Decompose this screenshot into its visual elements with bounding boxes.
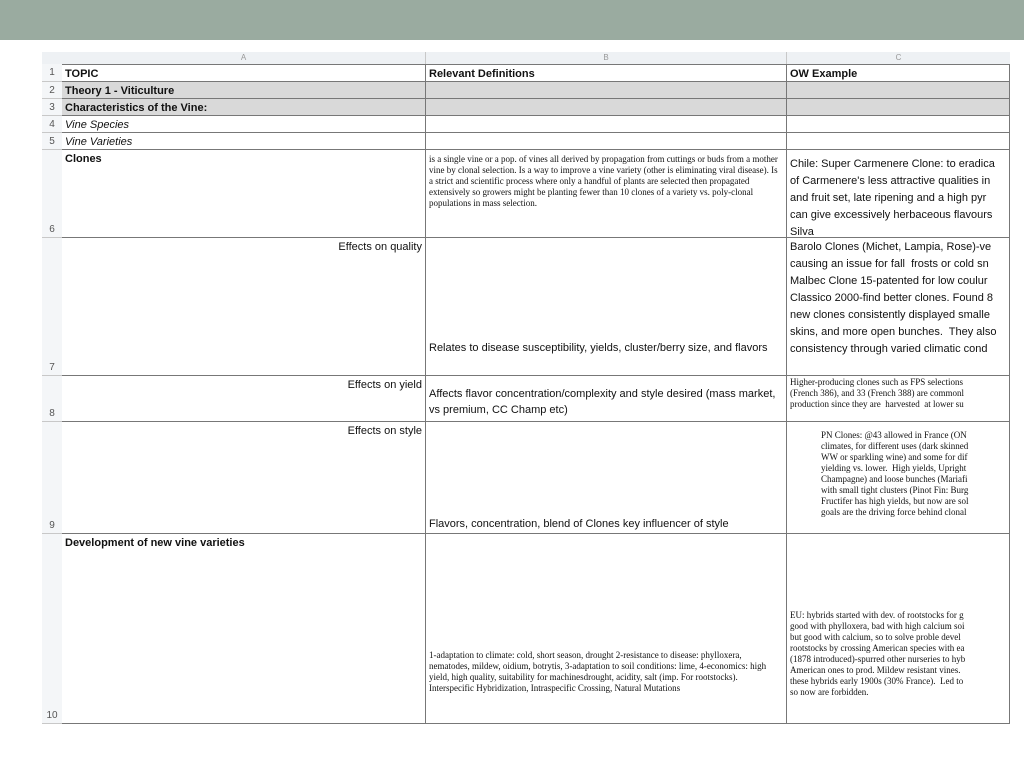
- cell-definitions-header[interactable]: Relevant Definitions: [426, 64, 787, 82]
- row-number[interactable]: 7: [42, 238, 62, 376]
- cell-empty[interactable]: [426, 116, 787, 133]
- cell-empty[interactable]: [426, 82, 787, 99]
- cell-section-title[interactable]: Theory 1 - Viticulture: [62, 82, 426, 99]
- cell-definition[interactable]: 1-adaptation to climate: cold, short season, drought 2-resistance to disease: phylloxera, nematodes, mildew, oidium, botrytis, 3-adaptation to soil conditions: lime, 4-economics: high yield, high quality, suitability for machinesdrought, acidity, salt (imp. For rootstocks). Interspecific Hybridization, Intraspecific Crossing, Natural Mutations: [426, 534, 787, 724]
- cell-subtopic[interactable]: Effects on style: [62, 422, 426, 534]
- cell-empty[interactable]: [787, 82, 1010, 99]
- cell-definition[interactable]: Affects flavor concentration/complexity and style desired (mass market, vs premium, CC Champ etc): [426, 376, 787, 422]
- cell-definition[interactable]: Flavors, concentration, blend of Clones key influencer of style: [426, 422, 787, 534]
- cell-empty[interactable]: [787, 116, 1010, 133]
- row-number[interactable]: 10: [42, 534, 62, 724]
- cell-definition[interactable]: Relates to disease susceptibility, yields, cluster/berry size, and flavors: [426, 238, 787, 376]
- row-number[interactable]: 4: [42, 116, 62, 133]
- slide-top-band: [0, 0, 1024, 40]
- row-number[interactable]: 3: [42, 99, 62, 116]
- row-number[interactable]: 6: [42, 150, 62, 238]
- column-header-a[interactable]: A: [62, 52, 426, 65]
- cell-subtopic[interactable]: Effects on quality: [62, 238, 426, 376]
- cell-example[interactable]: Barolo Clones (Michet, Lampia, Rose)-ve causing an issue for fall frosts or cold sn Malbec Clone 15-patented for low coulur Classico 2000-find better clones. Found 8 new clones consistently displayed smalle skins, and more open bunches. They also consistency through varied climatic cond: [787, 238, 1010, 376]
- cell-example[interactable]: PN Clones: @43 allowed in France (ON climates, for different uses (dark skinned WW or sparkling wine) and some for dif yielding vs. lower. High yields, Upright Champagne) and loose bunches (Mariafi with small tight clusters (Pinot Fin: Burg Fructifer has high yields, but now are sol goals are the driving force behind clonal: [787, 422, 1010, 534]
- cell-topic[interactable]: Development of new vine varieties: [62, 534, 426, 724]
- row-number[interactable]: 2: [42, 82, 62, 99]
- cell-topic[interactable]: Vine Varieties: [62, 133, 426, 150]
- cell-definition[interactable]: is a single vine or a pop. of vines all derived by propagation from cuttings or buds from a mother vine by clonal selection. Is a way to improve a vine variety (other is eliminating viral disease). Is a strict and scientific process where only a handful of plants are selected then propagated extensively so growers might be planting fewer than 10 clones of a variety vs. poly-clonal populations in mass selection.: [426, 150, 787, 238]
- cell-example[interactable]: EU: hybrids started with dev. of rootstocks for g good with phylloxera, bad with high calcium soi but good with calcium, so to solve proble devel rootstocks by crossing American species with ea (1878 introduced)-spurred other nurseries to hyb American ones to prod. Mildew resistant vines. these hybrids early 1900s (30% France). Led to so now are forbidden.: [787, 534, 1010, 724]
- row-number[interactable]: 9: [42, 422, 62, 534]
- column-header-b[interactable]: B: [426, 52, 787, 65]
- column-header-c[interactable]: C: [787, 52, 1010, 65]
- cell-topic[interactable]: Vine Species: [62, 116, 426, 133]
- cell-empty[interactable]: [787, 99, 1010, 116]
- row-number[interactable]: 1: [42, 64, 62, 82]
- cell-subtopic[interactable]: Effects on yield: [62, 376, 426, 422]
- cell-subsection-title[interactable]: Characteristics of the Vine:: [62, 99, 426, 116]
- cell-example-header[interactable]: OW Example: [787, 64, 1010, 82]
- cell-empty[interactable]: [787, 133, 1010, 150]
- cell-empty[interactable]: [426, 99, 787, 116]
- cell-topic-header[interactable]: TOPIC: [62, 64, 426, 82]
- cell-empty[interactable]: [426, 133, 787, 150]
- cell-example[interactable]: Chile: Super Carmenere Clone: to eradica of Carmenere's less attractive qualities in and fruit set, late ripening and a high pyr can give excessively herbaceous flavours Silva: [787, 150, 1010, 238]
- spreadsheet: [42, 52, 1010, 728]
- row-number[interactable]: 8: [42, 376, 62, 422]
- cell-example[interactable]: Higher-producing clones such as FPS selections (French 386), and 33 (French 388) are commonl production since they are harvested at lower su: [787, 376, 1010, 422]
- cell-topic[interactable]: Clones: [62, 150, 426, 238]
- row-number[interactable]: 5: [42, 133, 62, 150]
